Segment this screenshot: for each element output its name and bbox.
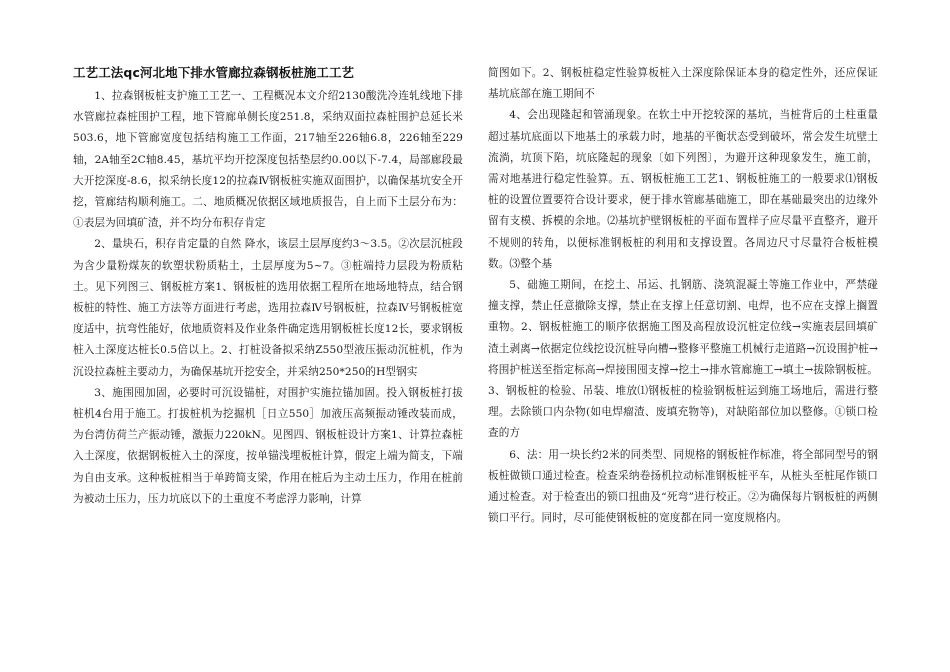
right-column <box>488 63 878 529</box>
paragraph: 2、量块石，积存肯定量的自然 降水，该层土层厚度约3～3.5。②次层沉桩段为含少量粉煤灰的软塑状粉质粘土，土层厚度为5~7。③桩端持力层段为粉质粘土。见下列图三、钢板桩方案1、钢板桩的选用依据工程所在地场地特点，结合钢板桩的特性、施工方法等方面进行考虑，选用拉森Ⅳ号钢板桩，拉森Ⅳ号钢板桩宽度适中，抗弯性能好，依地质资料及作业条件确定选用钢板桩长度12长，要求钢板桩入土深度达桩长0.5倍以上。2、打桩设备拟采纳Z550型液压振动沉桩机，作为沉设拉森桩主要动力，为确保基坑开挖安全，并采纳250*250的H型钢实 <box>73 238 463 378</box>
paragraph: 1、拉森钢板桩支护施工工艺一、工程概况本文介绍2130酸洗冷连轧线地下排水管廊拉森桩围护工程，地下管廊单侧长度251.8，采纳双面拉森桩围护总延长米503.6，地下管廊宽度包括结构施工工作面，217轴至226轴6.8，226轴至229轴，2A轴至2C轴8.45，基坑平均开挖深度包括垫层约0.00以下-7.4，局部廊段最大开挖深度-8.6，拟采纳长度12的拉森Ⅳ钢板桩实施双面围护，以确保基坑安全开挖，管廊结构顺利施工。二、地质概况依据区域地质报告，自上而下土层分布为：①表层为回填矿渣，并不均分布积存肯定 <box>73 90 463 230</box>
document-title: 工艺工法qc河北地下排水管廊拉森钢板桩施工工艺 <box>73 65 355 80</box>
paragraph: 简图如下。2、钢板桩稳定性验算板桩入土深度除保证本身的稳定性外，还应保证基坑底部在施工期间不 <box>488 67 878 101</box>
paragraph: 3、施围囤加固，必要时可沉设锚桩，对围护实施拉锚加固。投入钢板桩打拔桩机4台用于施工。打拔桩机为挖掘机［日立550］加液压高频振动锤改装而成，为台湾仿荷兰产振动锤，激振力220kN。见图四、钢板桩设计方案1、计算拉森桩入土深度，依据钢板桩入土的深度，按单锚浅埋板桩计算，假定上端为简支，下端为自由支承。这种板桩相当于单跨简支梁，作用在桩后为主动土压力，作用在桩前为被动土压力，压力坑底以下的土重度不考虑浮力影响，计算 <box>73 386 463 505</box>
paragraph: 6、法：用一块长约2米的同类型、同规格的钢板桩作标准，将全部同型号的钢板桩做锁口通过检查。检查采纳卷扬机拉动标准钢板桩平车，从桩头至桩尾作锁口通过检查。对于检查出的锁口扭曲及“死弯”进行校正。②为确保每片钢板桩的两侧锁口平行。同时，尽可能使钢板桩的宽度都在同一宽度规格内。 <box>488 448 878 525</box>
paragraph: 5、础施工期间，在挖土、吊运、扎钢筋、浇筑混凝土等施工作业中，严禁碰撞支撑，禁止任意撤除支撑，禁止在支撑上任意切割、电焊，也不应在支撑上搁置重物。2、钢板桩施工的顺序依据施工图及高程放设沉桩定位线→实施表层回填矿渣土剥离→依据定位线挖设沉桩导向槽→整修平整施工机械行走道路→沉设围护桩→将围护桩送至指定标高→焊接围囤支撑→挖土→排水管廊施工→填土→拔除钢板桩。3、钢板桩的检验、吊装、堆放⑴钢板桩的检验钢板桩运到施工场地后，需进行整理。去除锁口内杂物(如电焊瘤渣、废填充物等)，对缺陷部位加以整修。①锁口检查的方 <box>488 279 878 440</box>
left-column <box>73 62 463 510</box>
paragraph: 4、会出现隆起和管涌现象。在软土中开挖较深的基坑，当桩背后的土柱重量超过基坑底面以下地基土的承载力时，地基的平衡状态受到破坏，常会发生坑壁土流淌，坑顶下陷，坑底隆起的现象〔如下列图〕，为避开这种现象发生，施工前，需对地基进行稳定性验算。五、钢板桩施工工艺1、钢板桩施工的一般要求⑴钢板桩的设置位置要符合设计要求，便于排水管廊基础施工，即在基础最突出的边缘外留有支模、拆模的余地。⑵基坑护壁钢板桩的平面布置样子应尽量平直整齐，避开不规则的转角，以便标准钢板桩的利用和支撑设置。各周边尺寸尽量符合板桩模数。⑶整个基 <box>488 109 878 270</box>
